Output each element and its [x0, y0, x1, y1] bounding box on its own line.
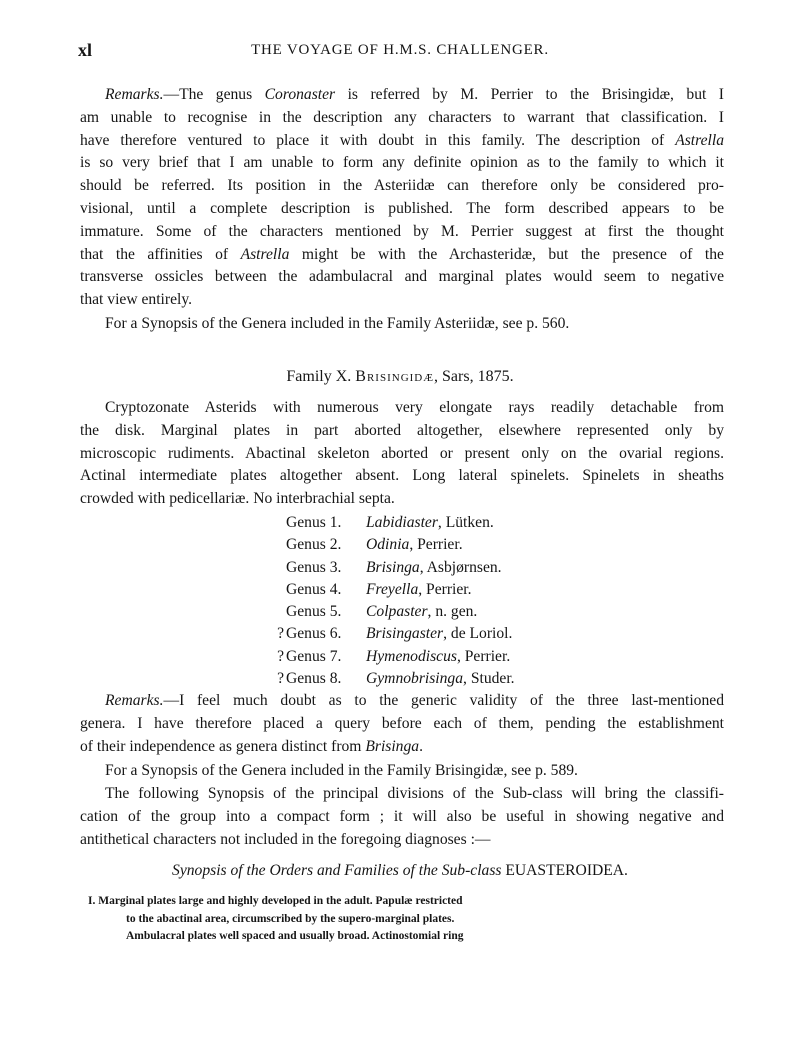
synopsis-reference-asteriidae: For a Synopsis of the Genera included in the Family Asteriidæ, see p. 560. [105, 315, 570, 332]
text-line: to the abactinal area, circumscribed by the supero-marginal plates. [126, 912, 455, 925]
page-number: xl [78, 40, 93, 60]
text-line: crowded with pedicellariæ. No interbrachial septa. [80, 490, 395, 508]
text-line: The following Synopsis of the principal divisions of the Sub-class will bring the classifi- [105, 785, 724, 802]
query-mark: ? [277, 670, 284, 688]
genus-name: Labidiaster [366, 514, 438, 531]
text-line: microscopic rudiments. Abactinal skeleton aborted or present only on the ovarial regions. [80, 444, 724, 462]
synopsis-entry [88, 893, 463, 946]
text-line: of their independence as genera distinct from Brisinga. [80, 737, 423, 755]
genus-row: Genus 4. Freyella, Perrier. [286, 580, 472, 598]
genus-name: Brisingaster [366, 625, 444, 643]
text-line: antithetical characters not included in the foregoing diagnoses :— [80, 830, 491, 848]
text-line: have therefore ventured to place it with doubt in this family. The description of Astrella [80, 131, 724, 149]
query-mark: ? [277, 625, 284, 643]
genus-name: Colpaster [366, 603, 428, 621]
genus-name: Brisinga [366, 558, 420, 576]
text-line: visional, until a complete description is published. The form described appears to be [80, 199, 724, 217]
text-line: Cryptozonate Asterids with numerous very elongate rays readily detachable from [105, 399, 724, 416]
synopsis-reference-brisingidae: For a Synopsis of the Genera included in the Family Brisingidæ, see p. 589. [105, 762, 578, 779]
text-line: Remarks.—I feel much doubt as to the generic validity of the three last-mentioned [105, 692, 724, 709]
synopsis-title: Synopsis of the Orders and Families of the Sub-class EUASTEROIDEA. [172, 862, 628, 879]
text-line: transverse ossicles between the adambulacral and marginal plates would seem to negative [80, 268, 724, 286]
genus-name: Odinia [366, 536, 410, 554]
remarks-label: Remarks. [105, 692, 164, 709]
genus-name: Astrella [240, 245, 290, 263]
text-line: immature. Some of the characters mentioned by M. Perrier suggest at first the thought [80, 222, 724, 240]
family-name: Brisingidæ [355, 368, 435, 385]
following-paragraph [80, 783, 724, 851]
remarks-label: Remarks. [105, 86, 164, 103]
text-line: Ambulacral plates well spaced and usually broad. Actinostomial ring [126, 930, 464, 942]
family-heading: Family X. Brisingidæ, Sars, 1875. [286, 368, 514, 385]
text-line: should be referred. Its position in the Asteriidæ can therefore only be considered pro- [80, 177, 724, 195]
text-line: that view entirely. [80, 291, 193, 309]
text-line: is so very brief that I am unable to form any definite opinion as to the family to which it [80, 154, 724, 172]
text-line: Remarks.—The genus Coronaster is referred by M. Perrier to the Brisingidæ, but I [105, 86, 725, 103]
genus-row: Genus 2. Odinia, Perrier. [286, 536, 463, 554]
genus-name: Freyella [366, 580, 419, 598]
genus-name: Brisinga [365, 737, 420, 755]
genus-name: Astrella [675, 131, 724, 149]
text-line: I. Marginal plates large and highly developed in the adult. Papulæ restricted [88, 895, 463, 907]
page-header [0, 40, 800, 64]
genera-list [268, 512, 568, 690]
genus-row: Genus 5. Colpaster, n. gen. [286, 603, 478, 621]
genus-row: Genus 1. Labidiaster, Lütken. [286, 514, 494, 531]
remarks-paragraph-1 [80, 84, 724, 312]
genus-row: ? Genus 8. Gymnobrisinga, Studer. [268, 668, 568, 690]
text-line: Actinal intermediate plates altogether absent. Long lateral spinelets. Spinelets in sheaths [80, 467, 724, 485]
running-title: THE VOYAGE OF H.M.S. CHALLENGER. [251, 42, 549, 58]
family-description [80, 397, 724, 511]
genus-row: ? Genus 6. Brisingaster, de Loriol. [268, 623, 568, 645]
text-line: genera. I have therefore placed a query before each of them, pending the establishment [80, 714, 724, 732]
text-line: the disk. Marginal plates in part aborted altogether, elsewhere represented only by [80, 421, 724, 439]
query-mark: ? [277, 647, 284, 665]
genus-row: Genus 3. Brisinga, Asbjørnsen. [286, 558, 502, 576]
genus-name: Hymenodiscus [366, 647, 457, 665]
text-line: cation of the group into a compact form ; it will also be useful in showing negative and [80, 807, 724, 825]
genus-name: Coronaster [264, 86, 336, 103]
genus-name: Gymnobrisinga [366, 670, 464, 688]
genus-row: ? Genus 7. Hymenodiscus, Perrier. [268, 646, 568, 668]
text-line: that the affinities of Astrella might be with the Archasteridæ, but the presence of the [80, 245, 724, 263]
text-line: am unable to recognise in the description any characters to warrant that classification. I [80, 108, 724, 126]
remarks-paragraph-2 [80, 690, 724, 758]
